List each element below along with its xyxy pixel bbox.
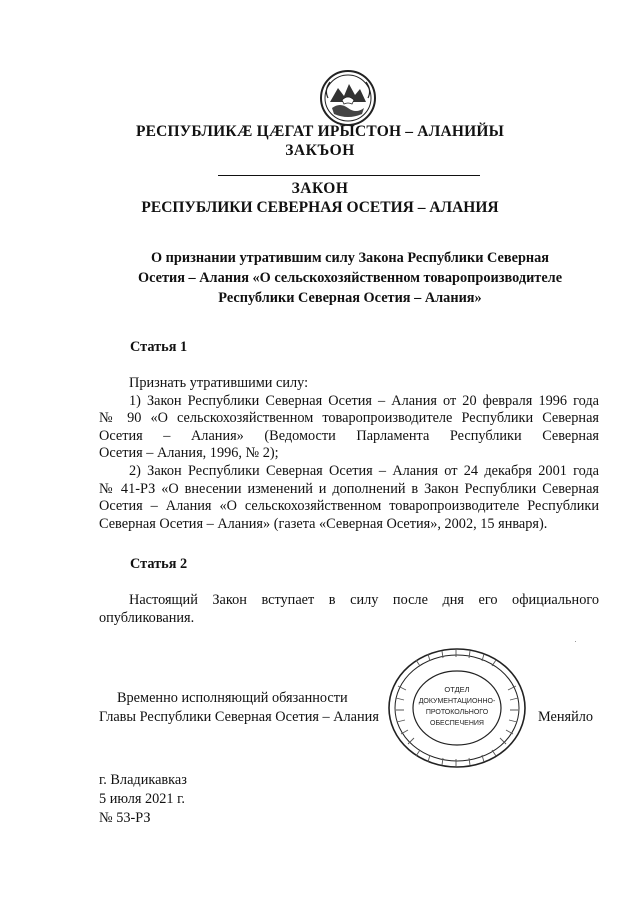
stamp-text: ОБЕСПЕЧЕНИЯ <box>430 720 484 727</box>
header-divider <box>218 175 480 176</box>
article-1-heading: Статья 1 <box>130 339 188 355</box>
signatory-name: Меняйло <box>538 709 594 725</box>
article-1-line: № 41-РЗ «О внесении изменений и дополнений в Закон Республики Северная <box>99 480 599 497</box>
law-subject-line: Осетия – Алания «О сельскохозяйственном товаропроизводителе <box>137 270 563 286</box>
law-subject-line: Республики Северная Осетия – Алания» <box>218 290 482 306</box>
stamp-text: ПРОТОКОЛЬНОГО <box>425 709 489 716</box>
title-ossetian-republic: РЕСПУБЛИКÆ ЦÆГАТ ИРЫСТОН – АЛАНИЙЫ <box>135 123 505 140</box>
article-2-heading: Статья 2 <box>130 556 188 572</box>
article-2-body <box>99 592 599 627</box>
coat-of-arms-icon <box>318 68 378 128</box>
signing-date: 5 июля 2021 г. <box>99 791 185 807</box>
article-2-line: опубликования. <box>99 609 195 626</box>
stamp-text: ОТДЕЛ <box>444 685 470 694</box>
article-1-line: Северная Осетия – Алания» (газета «Северная Осетия», 2002, 15 января). <box>99 515 548 532</box>
law-number: № 53-РЗ <box>99 810 151 826</box>
article-1-line: Осетия – Алания» (Ведомости Парламента Республики Северная <box>99 427 599 444</box>
article-1-line: 1) Закон Республики Северная Осетия – Алания от 20 февраля 1996 года <box>129 392 599 409</box>
law-subject <box>100 248 600 308</box>
article-1-line: Осетия – Алания «О сельскохозяйственном товаропроизводителе Республики <box>99 498 599 515</box>
official-stamp <box>386 646 528 770</box>
signatory-position-line2: Главы Республики Северная Осетия – Алания <box>99 709 379 725</box>
title-russian-law: ЗАКОН <box>291 180 349 197</box>
article-2-line: Настоящий Закон вступает в силу после дня его официального <box>129 592 599 608</box>
article-1-line: Признать утратившими силу: <box>129 375 309 391</box>
article-1-body <box>99 375 599 533</box>
title-ossetian-law: ЗАКЪОН <box>285 142 355 159</box>
signatory-position-line1: Временно исполняющий обязанности <box>117 690 348 706</box>
stamp-text: ДОКУМЕНТАЦИОННО- <box>418 698 496 705</box>
scan-speck <box>575 641 576 642</box>
article-1-line: 2) Закон Республики Северная Осетия – Алания от 24 декабря 2001 года <box>129 462 599 479</box>
title-russian-republic: РЕСПУБЛИКИ СЕВЕРНАЯ ОСЕТИЯ – АЛАНИЯ <box>141 199 499 216</box>
article-1-line: Осетия – Алания, 1996, № 2); <box>99 445 279 462</box>
article-1-line: № 90 «О сельскохозяйственном товаропроизводителе Республики Северная <box>99 410 599 427</box>
signing-city: г. Владикавказ <box>99 772 187 788</box>
law-subject-line: О признании утратившим силу Закона Республики Северная <box>150 250 550 266</box>
